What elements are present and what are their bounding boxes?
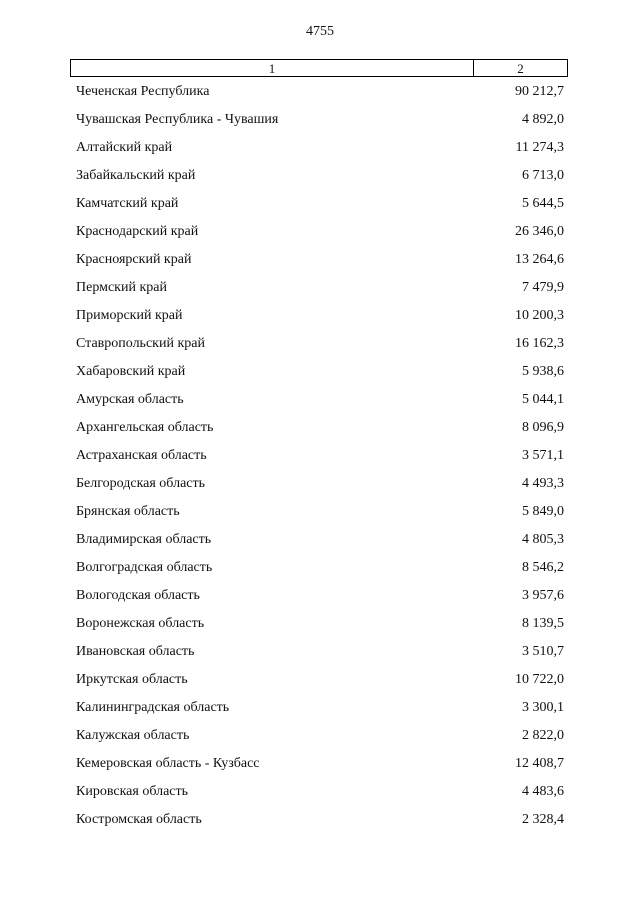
table-row (0, 470, 640, 498)
region-name: Владимирская область (76, 532, 212, 547)
region-name: Хабаровский край (76, 364, 186, 379)
region-value: 8 139,5 (522, 616, 564, 631)
table-row (0, 498, 640, 526)
table-row (0, 106, 640, 134)
region-name: Ивановская область (76, 644, 195, 659)
region-value: 8 096,9 (522, 420, 564, 435)
region-name: Брянская область (76, 504, 180, 519)
region-value: 16 162,3 (515, 336, 564, 351)
table-row (0, 162, 640, 190)
region-name: Астраханская область (76, 448, 207, 463)
region-value: 5 044,1 (522, 392, 564, 407)
region-value: 2 328,4 (522, 812, 564, 827)
region-value: 2 822,0 (522, 728, 564, 743)
region-value: 26 346,0 (515, 224, 564, 239)
table-row (0, 246, 640, 274)
region-value: 12 408,7 (515, 756, 564, 771)
table-row (0, 666, 640, 694)
region-value: 3 571,1 (522, 448, 564, 463)
region-name: Калужская область (76, 728, 190, 743)
region-value: 5 938,6 (522, 364, 564, 379)
column-header-1: 1 (71, 60, 474, 76)
region-name: Кемеровская область - Кузбасс (76, 756, 260, 771)
region-value: 3 957,6 (522, 588, 564, 603)
region-value: 4 483,6 (522, 784, 564, 799)
table-row (0, 134, 640, 162)
table-row (0, 694, 640, 722)
region-value: 10 722,0 (515, 672, 564, 687)
table-row (0, 526, 640, 554)
region-value: 90 212,7 (515, 84, 564, 99)
region-name: Калининградская область (76, 700, 230, 715)
region-name: Воронежская область (76, 616, 205, 631)
region-value: 7 479,9 (522, 280, 564, 295)
region-value: 3 510,7 (522, 644, 564, 659)
region-name: Иркутская область (76, 672, 188, 687)
region-value: 3 300,1 (522, 700, 564, 715)
table-row (0, 218, 640, 246)
region-name: Костромская область (76, 812, 202, 827)
table-row (0, 610, 640, 638)
region-name: Ставропольский край (76, 336, 205, 351)
table-header (70, 59, 568, 77)
table-row (0, 302, 640, 330)
region-name: Белгородская область (76, 476, 206, 491)
region-value: 8 546,2 (522, 560, 564, 575)
region-name: Забайкальский край (76, 168, 196, 183)
region-value: 10 200,3 (515, 308, 564, 323)
column-header-2: 2 (517, 61, 524, 76)
table-row (0, 778, 640, 806)
table-row (0, 638, 640, 666)
table-row (0, 330, 640, 358)
region-name: Амурская область (76, 392, 184, 407)
table-row (0, 554, 640, 582)
table-row (0, 190, 640, 218)
table-row (0, 78, 640, 106)
region-value: 5 849,0 (522, 504, 564, 519)
table-row (0, 722, 640, 750)
table-row (0, 358, 640, 386)
region-value: 11 274,3 (515, 140, 564, 155)
region-name: Вологодская область (76, 588, 200, 603)
table-body (0, 78, 640, 834)
region-value: 4 805,3 (522, 532, 564, 547)
region-name: Красноярский край (76, 252, 192, 267)
table-row (0, 442, 640, 470)
region-name: Пермский край (76, 280, 167, 295)
table-row (0, 274, 640, 302)
region-name: Краснодарский край (76, 224, 199, 239)
table-row (0, 582, 640, 610)
table-row (0, 806, 640, 834)
region-name: Архангельская область (76, 420, 214, 435)
region-value: 4 493,3 (522, 476, 564, 491)
page-number: 4755 (306, 24, 334, 39)
region-value: 13 264,6 (515, 252, 564, 267)
region-name: Приморский край (76, 308, 183, 323)
region-name: Камчатский край (76, 196, 179, 211)
table-row (0, 414, 640, 442)
region-name: Чеченская Республика (76, 84, 210, 99)
region-name: Кировская область (76, 784, 189, 799)
region-value: 6 713,0 (522, 168, 564, 183)
region-value: 4 892,0 (522, 112, 564, 127)
region-value: 5 644,5 (522, 196, 564, 211)
table-row (0, 386, 640, 414)
region-name: Чувашская Республика - Чувашия (76, 112, 279, 127)
region-name: Волгоградская область (76, 560, 213, 575)
region-name: Алтайский край (76, 140, 173, 155)
table-row (0, 750, 640, 778)
